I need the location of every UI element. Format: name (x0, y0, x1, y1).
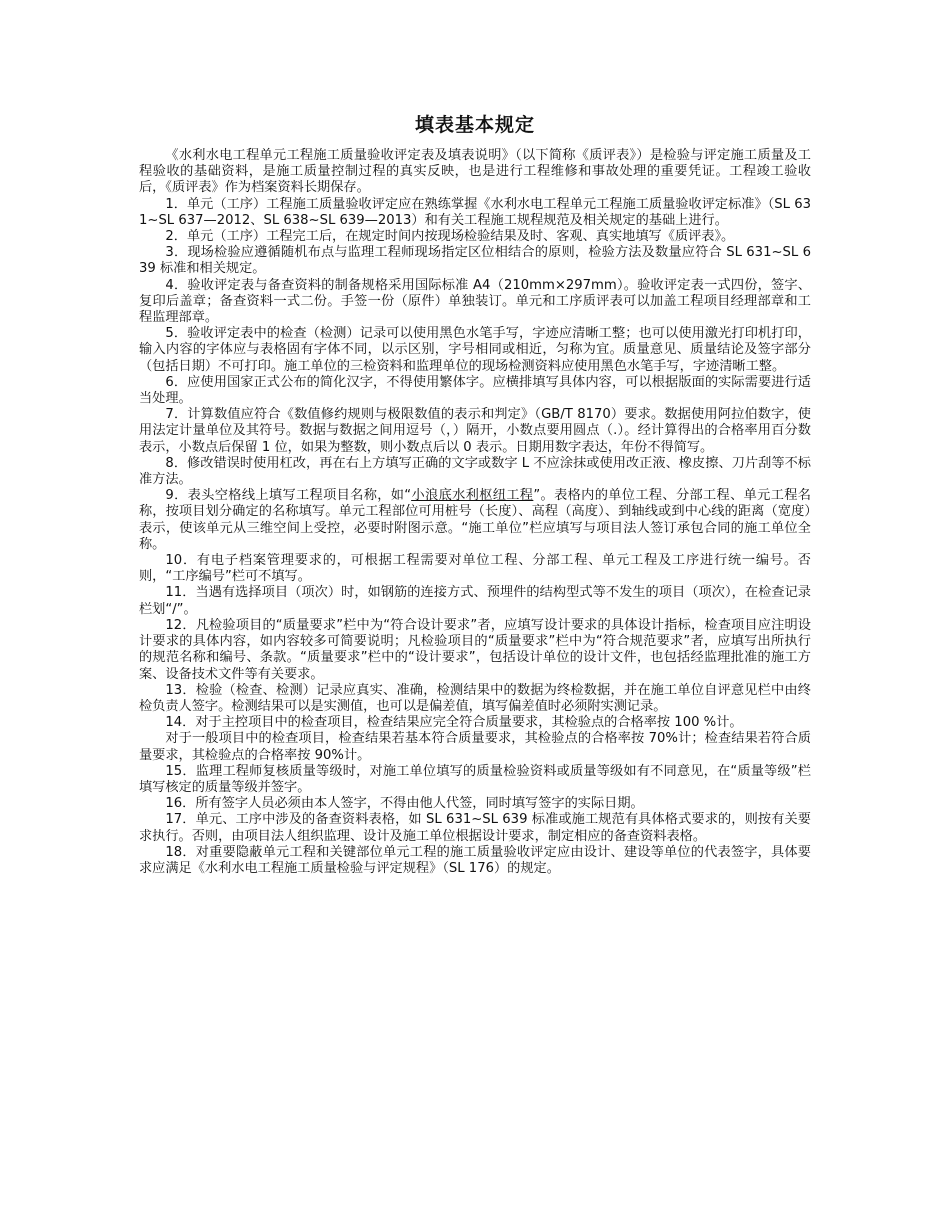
paragraph-16: 16．所有签字人员必须由本人签字，不得由他人代签，同时填写签字的实际日期。 (165, 796, 644, 812)
paragraph-14: 14．对于主控项目中的检查项目，检查结果应完全符合质量要求，其检验点的合格率按 100 %计。 (165, 715, 743, 731)
paragraph-intro: 《水利水电工程单元工程施工质量验收评定表及填表说明》（以下简称《质评表》）是检验与评定施工质量及工程验收的基础资料，是施工质量控制过程的真实反映，也是进行工程维修和事故处理的重要凭证。工程竣工验收后，《质评表》作为档案资料长期保存。 (139, 148, 811, 196)
paragraph-9-before: 9．表头空格线上填写工程项目名称，如“ (165, 488, 412, 504)
paragraph-13: 13．检验（检查、检测）记录应真实、准确，检测结果中的数据为终检数据，并在施工单位自评意见栏中由终检负责人签字。检测结果可以是实测值，也可以是偏差值，填写偏差值时必须附实测记录。 (139, 682, 811, 714)
project-name-example: 小浪底水利枢纽工程 (411, 488, 534, 504)
paragraph-3: 3．现场检验应遵循随机布点与监理工程师现场指定区位相结合的原则，检验方法及数量应符合 SL 631~SL 639 标准和相关规定。 (139, 245, 811, 277)
paragraph-4: 4．验收评定表与备查资料的制备规格采用国际标准 A4（210mm×297mm）。验收评定表一式四份，签字、复印后盖章；备查资料一式二份。手签一份（原件）单独装订。单元和工序质评表可以加盖工程项目经理部章和工程监理部章。 (139, 277, 811, 326)
paragraph-12: 12．凡检验项目的“质量要求”栏中为“符合设计要求”者，应填写设计要求的具体设计指标，检查项目应注明设计要求的具体内容，如内容较多可简要说明；凡检验项目的“质量要求”栏中为“符合规范要求”者，应填写出所执行的规范名称和编号、条款。“质量要求”栏中的“设计要求”，包括设计单位的设计文件，也包括经监理批准的施工方案、设备技术文件等有关要求。 (139, 617, 811, 682)
paragraph-17: 17．单元、工序中涉及的备查资料表格，如 SL 631~SL 639 标准或施工规范有具体格式要求的，则按有关要求执行。否则，由项目法人组织监理、设计及施工单位根据设计要求，制定相应的备查资料表格。 (139, 812, 811, 844)
document-body (139, 148, 811, 877)
document-title: 填表基本规定 (414, 114, 535, 136)
paragraph-1: 1．单元（工序）工程施工质量验收评定应在熟练掌握《水利水电工程单元工程施工质量验收评定标准》（SL 631~SL 637—2012、SL 638~SL 639—2013）和有关工程施工规程规范及相关规定的基础上进行。 (139, 196, 811, 228)
paragraph-11: 11．当遇有选择项目（项次）时，如钢筋的连接方式、预埋件的结构型式等不发生的项目（项次），在检查记录栏划“/”。 (139, 585, 811, 617)
paragraph-2: 2．单元（工序）工程完工后，在规定时间内按现场检验结果及时、客观、真实地填写《质评表》。 (165, 229, 735, 245)
paragraph-18: 18．对重要隐蔽单元工程和关键部位单元工程的施工质量验收评定应由设计、建设等单位的代表签字，具体要求应满足《水利水电工程施工质量检验与评定规程》（SL 176）的规定。 (139, 844, 811, 876)
paragraph-8: 8．修改错误时使用杠改，再在右上方填写正确的文字或数字 L 不应涂抹或使用改正液、橡皮擦、刀片刮等不标准方法。 (139, 455, 811, 488)
paragraph-10: 10．有电子档案管理要求的，可根据工程需要对单位工程、分部工程、单元工程及工序进行统一编号。否则，“工序编号”栏可不填写。 (139, 553, 811, 585)
paragraph-5: 5．验收评定表中的检查（检测）记录可以使用黑色水笔手写，字迹应清晰工整；也可以使用激光打印机打印，输入内容的字体应与表格固有字体不同，以示区别，字号相同或相近，匀称为宜。质量意见、质量结论及签字部分（包括日期）不可打印。施工单位的三检资料和监理单位的现场检测资料应使用黑色水笔手写，字迹清晰工整。 (139, 326, 811, 374)
paragraph-14-general: 对于一般项目中的检查项目，检查结果若基本符合质量要求，其检验点的合格率按 70%计；检查结果若符合质量要求，其检验点的合格率按 90%计。 (139, 731, 811, 763)
paragraph-9-after: ”。表格内的单位工程、分部工程、单元工程名称，按项目划分确定的名称填写。单元工程部位可用桩号（长度）、高程（高度）、到轴线或到中心线的距离（宽度）表示，使该单元从三维空间上受控，必要时附图示意。“施工单位”栏应填写与项目法人签订承包合同的施工单位全称。 (139, 488, 811, 552)
paragraph-9 (139, 488, 811, 553)
paragraph-6: 6．应使用国家正式公布的简化汉字，不得使用繁体字。应横排填写具体内容，可以根据版面的实际需要进行适当处理。 (139, 374, 811, 407)
paragraph-7: 7．计算数值应符合《数值修约规则与极限数值的表示和判定》（GB/T 8170）要求。数据使用阿拉伯数字，使用法定计量单位及其符号。数据与数据之间用逗号（，）隔开，小数点要用圆点（.）。经计算得出的合格率用百分数表示，小数点后保留 1 位，如果为整数，则小数点后以 0 表示。日期用数字表达，年份不得简写。 (139, 407, 811, 455)
paragraph-15: 15．监理工程师复核质量等级时，对施工单位填写的质量检验资料或质量等级如有不同意见，在“质量等级”栏填写核定的质量等级并签字。 (139, 763, 811, 795)
